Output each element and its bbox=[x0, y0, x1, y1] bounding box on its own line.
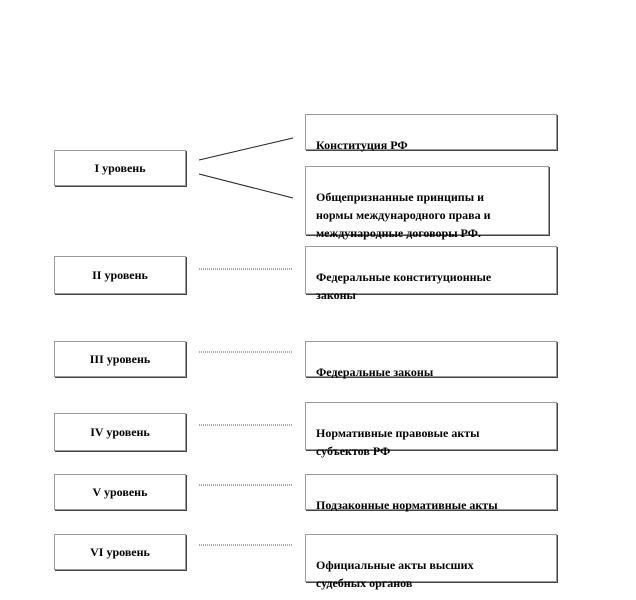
item-court-acts bbox=[305, 534, 557, 590]
item-federal-constitutional-laws bbox=[305, 246, 557, 302]
item-court-acts-text: Официальные акты высших судебных органов bbox=[316, 558, 474, 590]
level-3-box bbox=[54, 341, 186, 377]
level-5-box bbox=[54, 474, 186, 510]
item-constitution-text: Конституция РФ bbox=[316, 138, 408, 152]
level-2-box bbox=[54, 256, 186, 294]
level-4-box bbox=[54, 413, 186, 451]
item-bylaws bbox=[305, 474, 557, 510]
level-1-box bbox=[54, 150, 186, 186]
item-constitution bbox=[305, 114, 557, 150]
level-5-label: V уровень bbox=[92, 485, 148, 499]
connector-i-to-constitution bbox=[199, 138, 293, 160]
item-federal-laws bbox=[305, 341, 557, 377]
item-federal-constitutional-laws-text: Федеральные конституционные законы bbox=[316, 270, 492, 302]
level-4-label: IV уровень bbox=[90, 425, 150, 439]
item-bylaws-text: Подзаконные нормативные акты bbox=[316, 498, 498, 512]
item-regional-acts-text: Нормативные правовые акты субъектов РФ bbox=[316, 426, 480, 458]
connector-i-to-international-law bbox=[199, 174, 293, 198]
item-international-law-text: Общепризнанные принципы и нормы международного права и международные договоры РФ. bbox=[316, 190, 491, 240]
item-federal-laws-text: Федеральные законы bbox=[316, 365, 434, 379]
item-international-law bbox=[305, 166, 549, 240]
item-regional-acts bbox=[305, 402, 557, 458]
level-3-label: III уровень bbox=[89, 352, 151, 366]
level-1-label: I уровень bbox=[94, 161, 146, 175]
level-2-label: II уровень bbox=[92, 268, 148, 282]
level-6-label: VI уровень bbox=[90, 545, 150, 559]
level-6-box bbox=[54, 534, 186, 570]
